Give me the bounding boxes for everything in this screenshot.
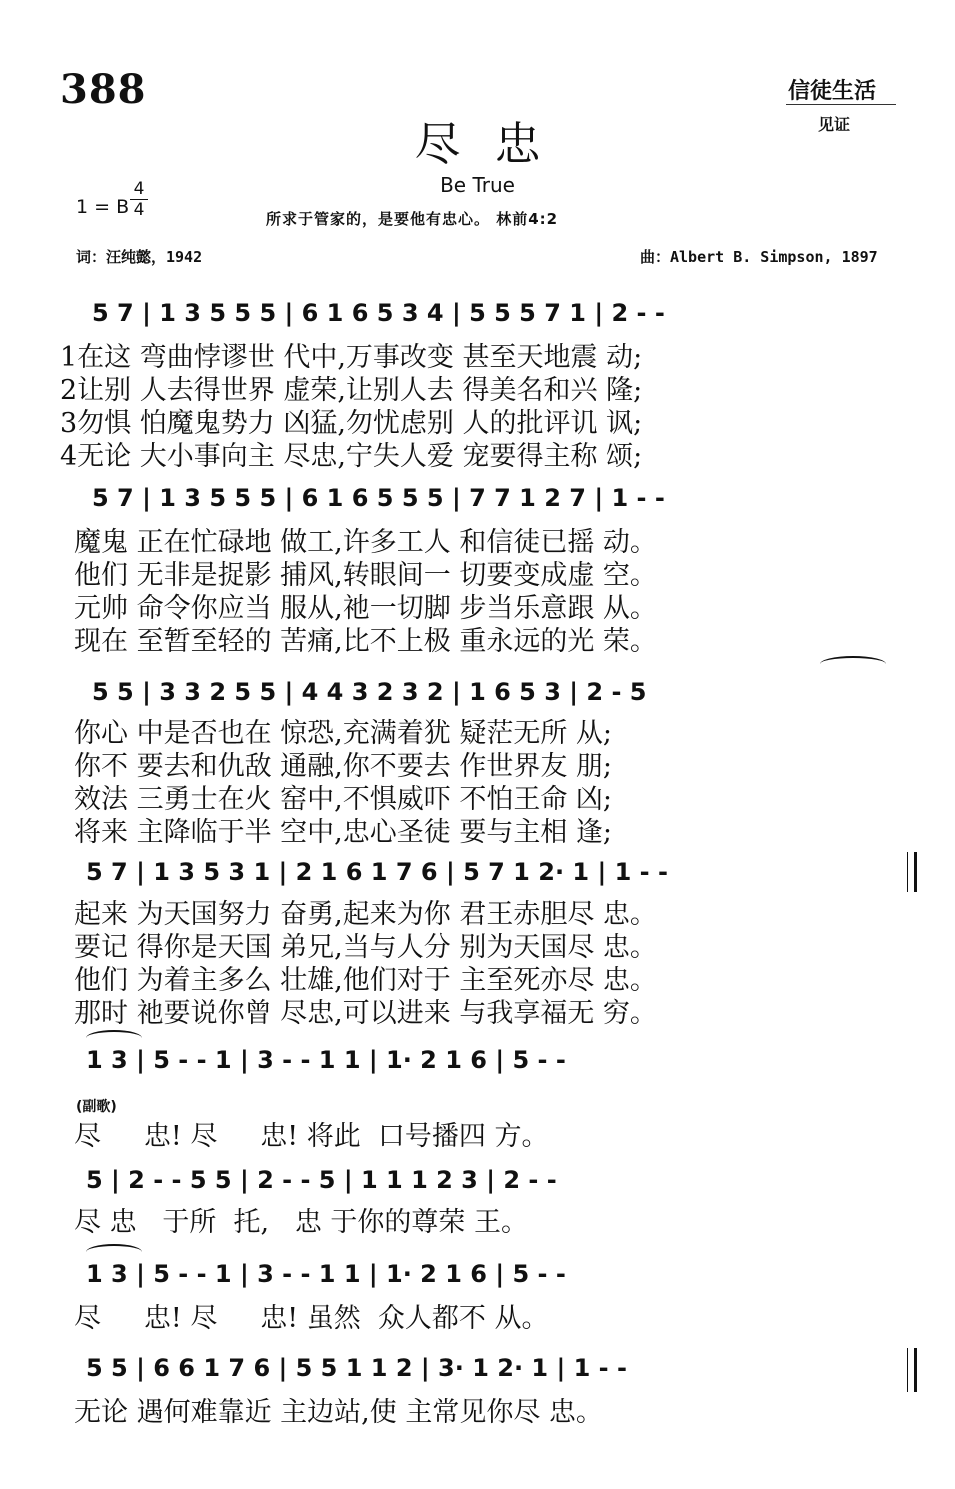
lyric-line: 无论 遇何难靠近 主边站,使 主常见你尽 忠。 bbox=[74, 1397, 603, 1428]
lyric-line: 现在 至暂至轻的 苦痛,比不上极 重永远的光 荣。 bbox=[74, 626, 657, 657]
notation-row: 1 3 | 5 - - 1 | 3 - - 1 1 | 1· 2 1 6 | 5 - - bbox=[86, 1260, 566, 1288]
notation-row: 5 5 | 6 6 1 7 6 | 5 5 1 1 2 | 3· 1 2· 1 | 1 - - bbox=[86, 1354, 627, 1382]
final-barline bbox=[914, 852, 917, 892]
hymn-title: 尽忠 bbox=[414, 117, 575, 171]
lyric-line: 4无论 大小事向主 尽忠,宁失人爱 宠要得主称 颂; bbox=[60, 441, 643, 472]
lyric-line: 魔鬼 正在忙碌地 做工,许多工人 和信徒已摇 动。 bbox=[74, 527, 657, 558]
notation-row: 1 3 | 5 - - 1 | 3 - - 1 1 | 1· 2 1 6 | 5 - - bbox=[86, 1046, 566, 1074]
lyric-line: 将来 主降临于半 空中,忠心圣徒 要与主相 逢; bbox=[74, 817, 613, 848]
lyric-line: 元帅 命令你应当 服从,祂一切脚 步当乐意跟 从。 bbox=[74, 593, 657, 624]
slur-mark bbox=[86, 1030, 142, 1046]
time-signature-top: 4 bbox=[133, 179, 145, 199]
category-divider bbox=[786, 104, 896, 105]
lyric-line: 2让别 人去得世界 虚荣,让别人去 得美名和兴 隆; bbox=[60, 375, 643, 406]
scripture-reference: 所求于管家的，是要他有忠心。 林前4:2 bbox=[266, 210, 559, 228]
subcategory-label: 见证 bbox=[818, 115, 851, 134]
composer-credit: 曲：Albert B. Simpson, 1897 bbox=[640, 248, 878, 266]
lyric-line: 尽 忠! 尽 忠! 将此 口号播四 方。 bbox=[74, 1121, 549, 1152]
key-signature: 1 = B bbox=[76, 196, 130, 218]
notation-row: 5 7 | 1 3 5 5 5 | 6 1 6 5 3 4 | 5 5 5 7 1 | 2 - - bbox=[92, 299, 665, 327]
lyric-line: 你心 中是否也在 惊恐,充满着犹 疑茫无所 从; bbox=[74, 718, 613, 749]
chorus-label: (副歌) bbox=[76, 1099, 117, 1115]
final-barline bbox=[914, 1348, 917, 1392]
lyric-line: 那时 祂要说你曾 尽忠,可以进来 与我享福无 穷。 bbox=[74, 998, 657, 1029]
lyric-line: 尽 忠 于所 托, 忠 于你的尊荣 王。 bbox=[74, 1207, 528, 1238]
slur-mark bbox=[820, 656, 886, 672]
slur-mark bbox=[86, 1244, 142, 1260]
lyric-line: 他们 无非是捉影 捕风,转眼间一 切要变成虚 空。 bbox=[74, 560, 657, 591]
final-barline-thin bbox=[907, 1348, 908, 1392]
notation-row: 5 | 2 - - 5 5 | 2 - - 5 | 1 1 1 2 3 | 2 - - bbox=[86, 1166, 557, 1194]
lyric-line: 效法 三勇士在火 窑中,不惧威吓 不怕王命 凶; bbox=[74, 784, 613, 815]
lyric-line: 要记 得你是天国 弟兄,当与人分 别为天国尽 忠。 bbox=[74, 932, 657, 963]
lyric-line: 起来 为天国努力 奋勇,起来为你 君王赤胆尽 忠。 bbox=[74, 899, 657, 930]
lyric-line: 他们 为着主多么 壮雄,他们对于 主至死亦尽 忠。 bbox=[74, 965, 657, 996]
time-signature bbox=[130, 180, 148, 219]
lyricist-credit: 词：汪纯懿，1942 bbox=[76, 248, 203, 266]
final-barline-thin bbox=[907, 852, 908, 892]
notation-row: 5 5 | 3 3 2 5 5 | 4 4 3 2 3 2 | 1 6 5 3 | 2 - 5 bbox=[92, 678, 647, 706]
category-label: 信徒生活 bbox=[788, 78, 877, 104]
lyric-line: 你不 要去和仇敌 通融,你不要去 作世界友 朋; bbox=[74, 751, 613, 782]
lyric-line: 1在这 弯曲悖谬世 代中,万事改变 甚至天地震 动; bbox=[60, 342, 643, 373]
time-signature-bottom: 4 bbox=[133, 200, 145, 220]
notation-row: 5 7 | 1 3 5 5 5 | 6 1 6 5 5 5 | 7 7 1 2 7 | 1 - - bbox=[92, 484, 665, 512]
lyric-line: 尽 忠! 尽 忠! 虽然 众人都不 从。 bbox=[74, 1303, 549, 1334]
hymn-number: 388 bbox=[60, 66, 147, 113]
lyric-line: 3勿惧 怕魔鬼势力 凶猛,勿忧虑别 人的批评讥 讽; bbox=[60, 408, 643, 439]
hymn-subtitle: Be True bbox=[440, 173, 515, 197]
notation-row: 5 7 | 1 3 5 3 1 | 2 1 6 1 7 6 | 5 7 1 2· 1 | 1 - - bbox=[86, 858, 668, 886]
